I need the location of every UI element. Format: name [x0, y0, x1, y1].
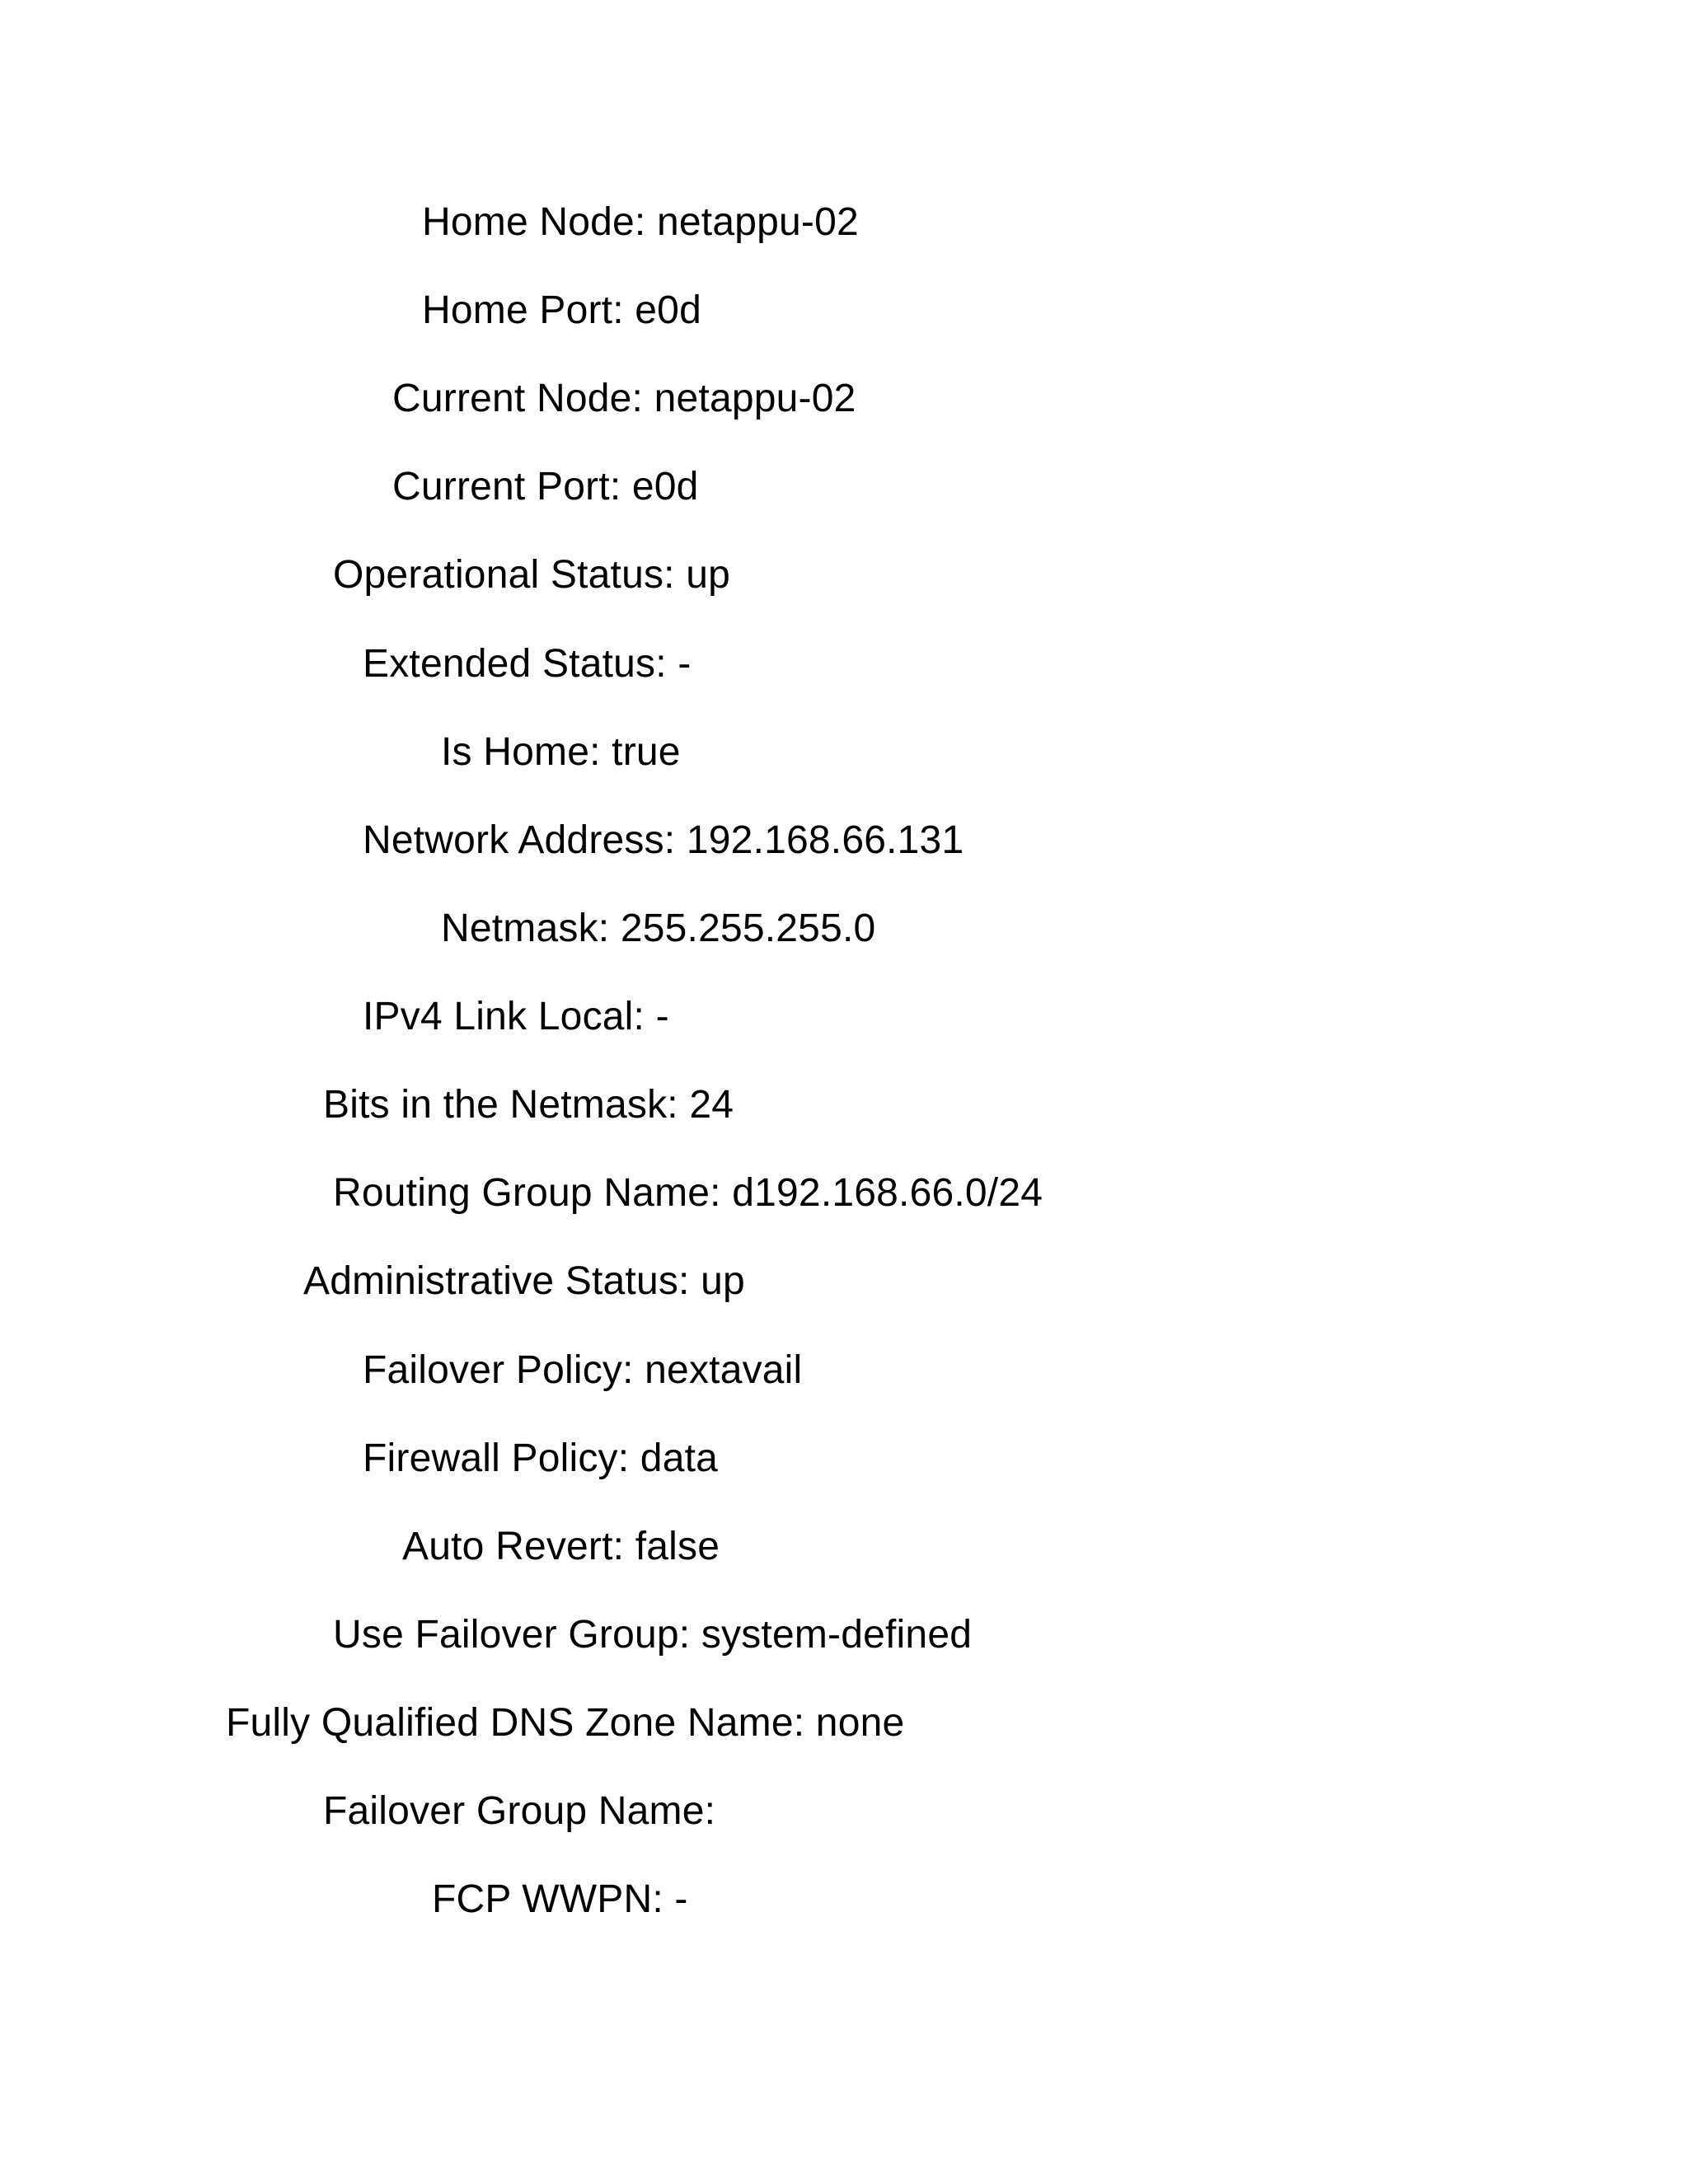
line-home-port: Home Port: e0d	[422, 288, 701, 332]
line-failover-policy: Failover Policy: nextavail	[363, 1348, 803, 1392]
line-operational-status: Operational Status: up	[333, 553, 731, 597]
line-use-failover-group: Use Failover Group: system-defined	[333, 1613, 973, 1657]
line-extended-status: Extended Status: -	[363, 642, 692, 686]
line-netmask: Netmask: 255.255.255.0	[441, 907, 876, 950]
line-current-port: Current Port: e0d	[392, 465, 699, 509]
line-firewall-policy: Firewall Policy: data	[363, 1436, 719, 1480]
line-auto-revert: Auto Revert: false	[402, 1525, 720, 1568]
line-administrative-status: Administrative Status: up	[303, 1259, 745, 1303]
line-failover-group-name: Failover Group Name:	[323, 1789, 716, 1833]
line-ipv4-link-local: IPv4 Link Local: -	[363, 995, 669, 1038]
line-routing-group-name: Routing Group Name: d192.168.66.0/24	[333, 1171, 1043, 1215]
line-bits-in-netmask: Bits in the Netmask: 24	[323, 1083, 734, 1127]
line-fqdn-zone-name: Fully Qualified DNS Zone Name: none	[226, 1701, 905, 1745]
line-current-node: Current Node: netappu-02	[392, 377, 856, 420]
line-fcp-wwpn: FCP WWPN: -	[432, 1877, 688, 1921]
line-home-node: Home Node: netappu-02	[422, 200, 859, 244]
line-is-home: Is Home: true	[441, 730, 681, 774]
line-network-address: Network Address: 192.168.66.131	[363, 818, 964, 862]
